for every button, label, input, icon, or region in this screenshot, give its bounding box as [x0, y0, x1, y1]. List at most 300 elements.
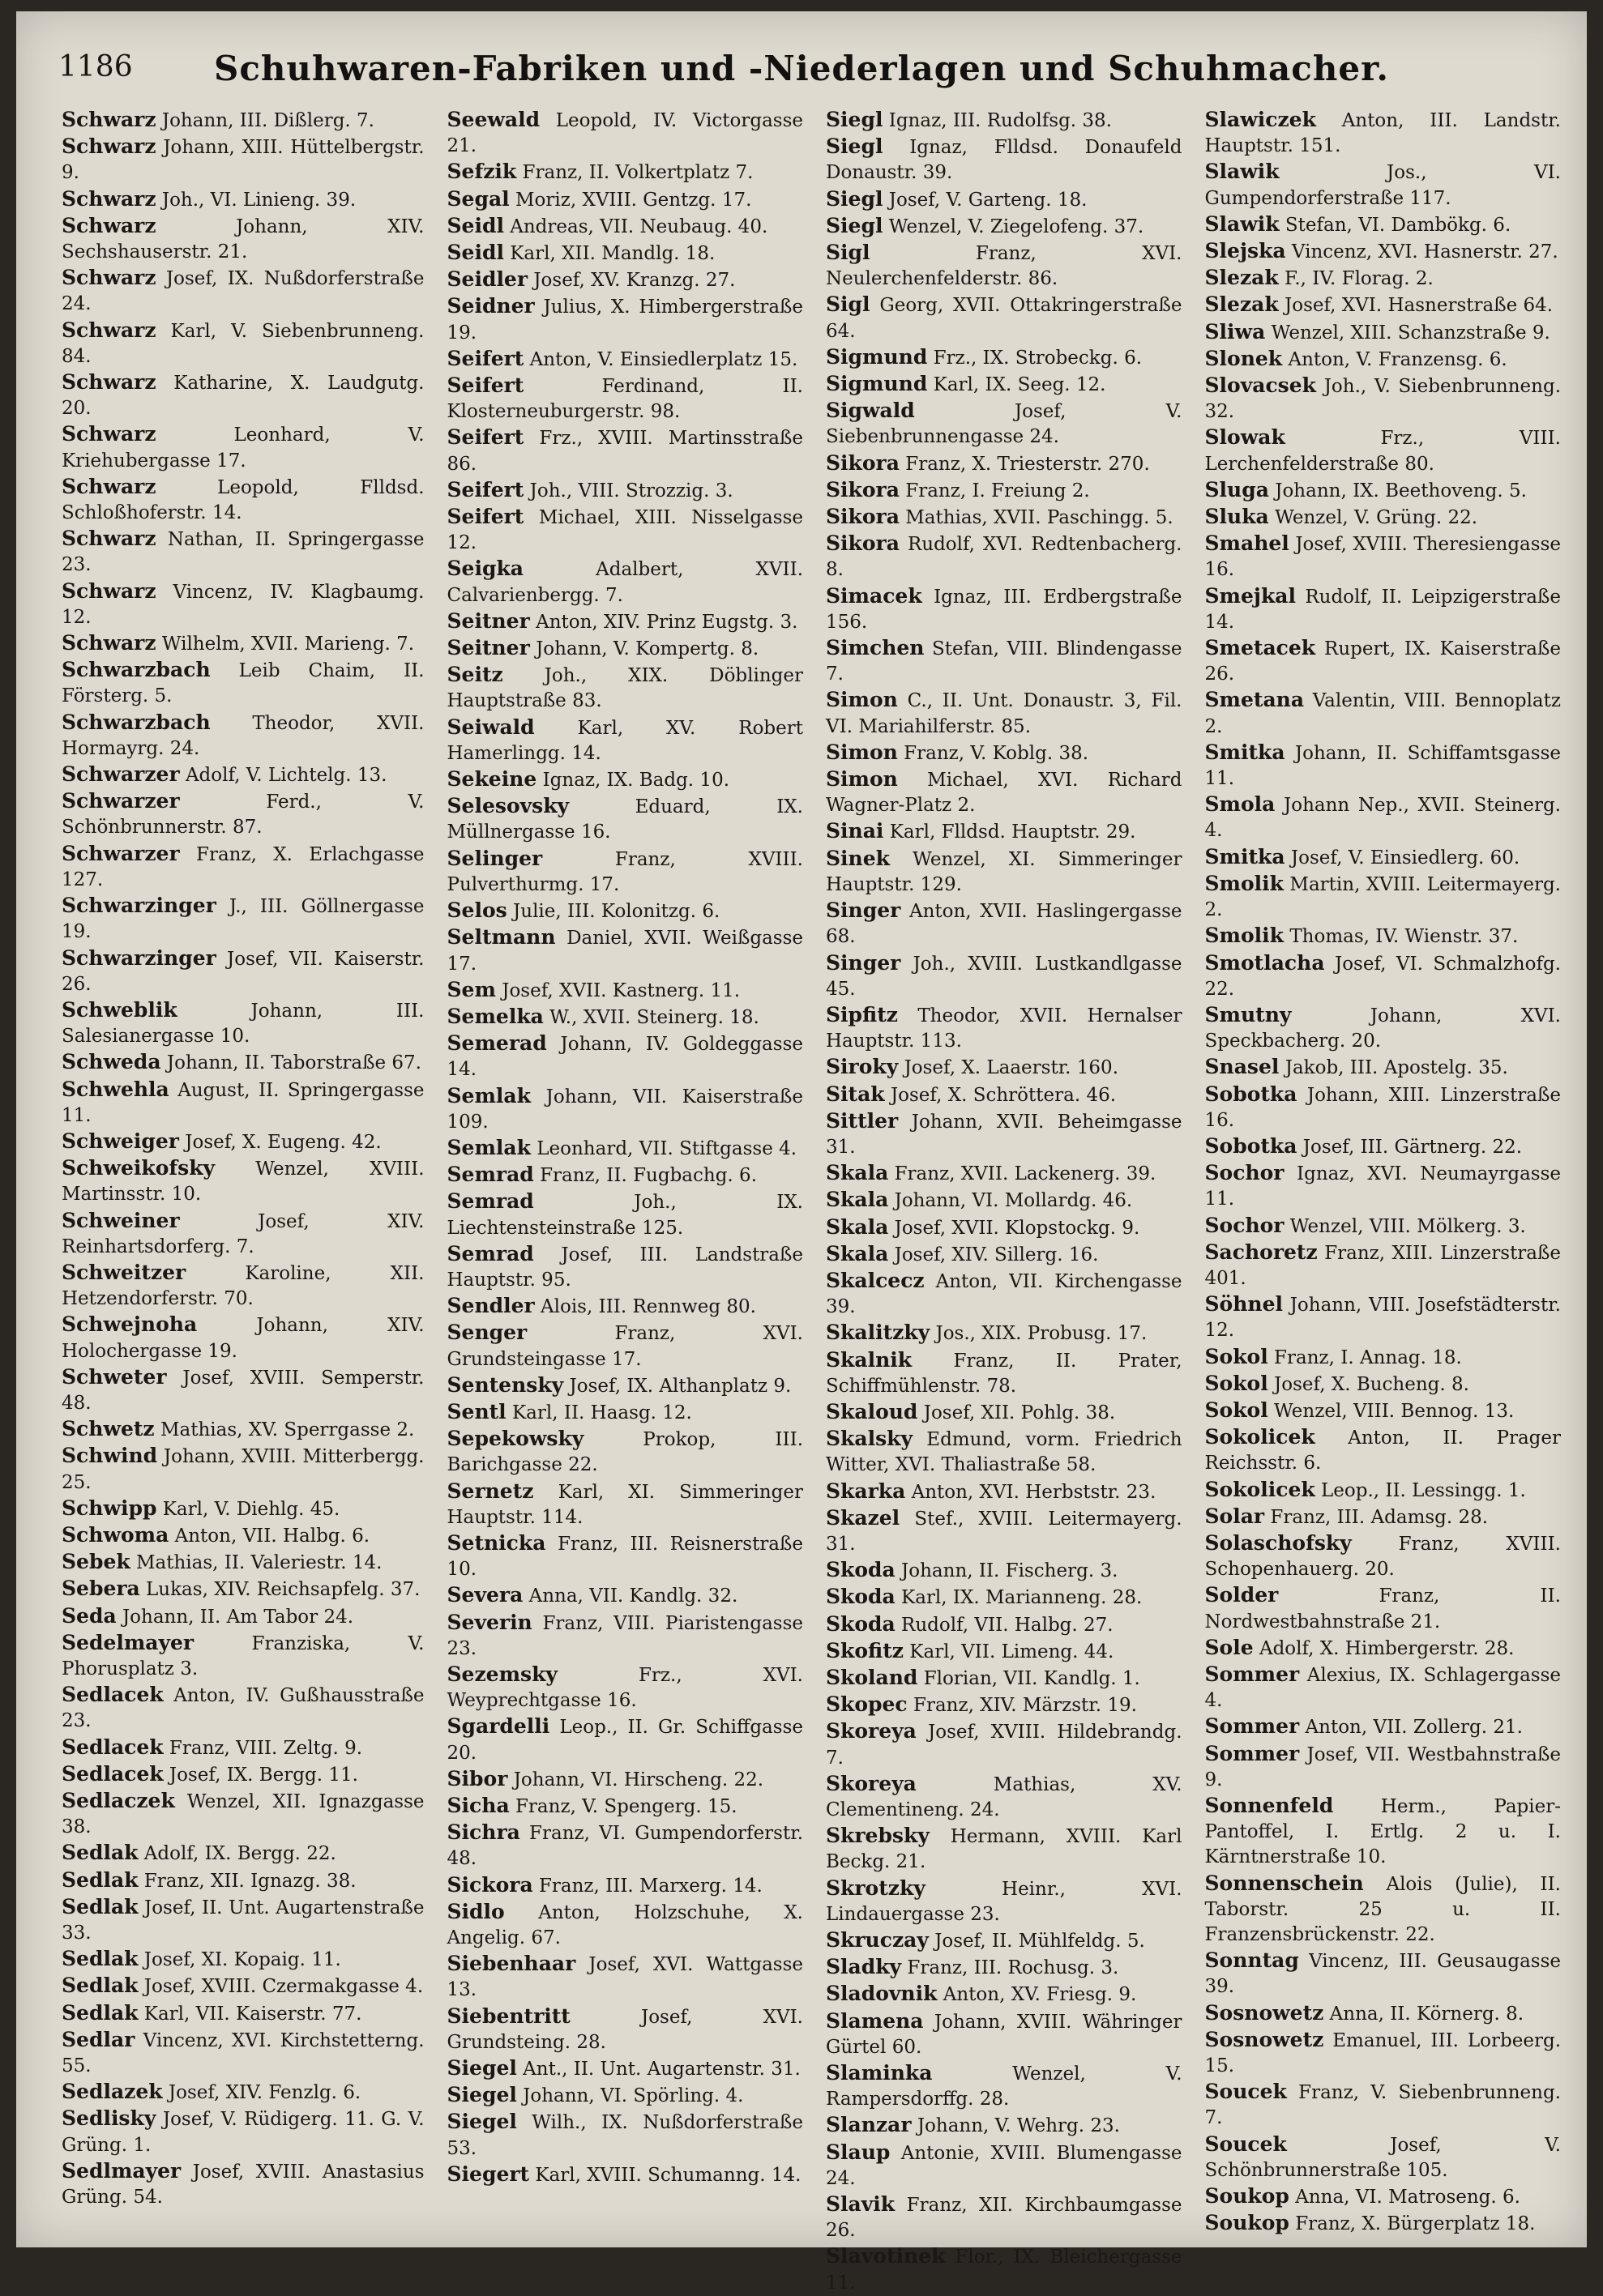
entry-name: Seifert: [447, 346, 524, 370]
entry-details: Mathias, XV. Sperrgasse 2.: [160, 1419, 415, 1441]
directory-entry: [1205, 1662, 1562, 1713]
entry-name: Siegl: [826, 186, 883, 211]
entry-name: Schwejnoha: [62, 1312, 198, 1337]
entry-name: Solder: [1204, 1583, 1279, 1607]
directory-entry: [826, 950, 1182, 1002]
entry-name: Skala: [826, 1188, 889, 1212]
directory-entry: [1205, 1948, 1562, 1999]
entry-name: Smotlacha: [1204, 950, 1325, 975]
entry-details: Alois, III. Rennweg 80.: [541, 1296, 756, 1318]
directory-entry: [447, 1399, 804, 1426]
entry-name: Siegel: [447, 2056, 517, 2080]
entry-name: Sonntag: [1204, 1948, 1299, 1973]
directory-entry: [826, 398, 1182, 450]
entry-name: Simon: [826, 740, 898, 764]
entry-details: Franz, XIV. Märzstr. 19.: [913, 1695, 1137, 1717]
entry-details: Lukas, XIV. Reichsapfelg. 37.: [146, 1579, 421, 1601]
entry-name: Sedlisky: [62, 2106, 156, 2131]
entry-details: Anton, II. Prager Reichsstr. 6.: [1204, 1428, 1561, 1474]
directory-entry: [62, 134, 425, 186]
directory-entry: [1205, 1371, 1562, 1398]
entry-details: Ferdinand, II. Klosterneuburgerstr. 98.: [447, 376, 803, 423]
directory-entry: [447, 1766, 804, 1793]
entry-name: Seitner: [447, 608, 530, 633]
entry-details: Franz, III. Marxerg. 14.: [538, 1875, 763, 1897]
entry-details: Wilhelm, XVII. Marieng. 7.: [161, 634, 415, 655]
entry-name: Selesovsky: [447, 794, 570, 818]
entry-details: Johann, VI. Spörling. 4.: [523, 2085, 744, 2107]
entry-name: Severa: [447, 1583, 524, 1607]
entry-details: Karl, XV. Robert Hamerlingg. 14.: [447, 717, 803, 764]
entry-details: Josef, V. Rüdigerg. 11. G. V. Grüng. 1.: [62, 2109, 425, 2156]
entry-name: Semlak: [447, 1135, 531, 1159]
entry-name: Sebera: [62, 1577, 140, 1601]
entry-details: Johann, XVII. Beheimgasse 31.: [826, 1111, 1182, 1158]
entry-details: C., II. Unt. Donaustr. 3, Fil. VI. Mariahilferstr. 85.: [826, 690, 1182, 737]
entry-details: Florian, VII. Kandlg. 1.: [923, 1667, 1140, 1689]
entry-details: Karl, V. Siebenbrunneng. 84.: [62, 320, 425, 367]
entry-details: Franz, XVIII. Schopenhauerg. 20.: [1204, 1533, 1561, 1581]
entry-name: Seidner: [447, 294, 535, 318]
directory-entry: [447, 1820, 804, 1871]
directory-entry: [447, 1372, 804, 1399]
entry-details: Franz, XVIII. Pulverthurmg. 17.: [447, 848, 803, 895]
entry-name: Skoreya: [826, 1719, 917, 1743]
directory-entry: [447, 425, 804, 476]
entry-name: Siegl: [826, 108, 883, 131]
directory-entry: [826, 2008, 1182, 2060]
directory-entry: [447, 504, 804, 556]
entry-details: Hermann, XVIII. Karl Beckg. 21.: [826, 1826, 1182, 1873]
entry-name: Seewald: [447, 108, 541, 131]
entry-name: Schwarzbach: [62, 710, 211, 734]
entry-name: Schwarzinger: [62, 894, 216, 918]
entry-name: Sigmund: [826, 372, 928, 396]
directory-entry: [826, 1584, 1182, 1611]
entry-name: Severin: [447, 1610, 532, 1634]
entry-details: Johann, II. Fischerg. 3.: [901, 1560, 1118, 1582]
entry-name: Sedlacek: [62, 1683, 164, 1707]
entry-details: Stefan, VI. Dambökg. 6.: [1285, 214, 1511, 236]
entry-details: Johann, IX. Beethoveng. 5.: [1275, 480, 1527, 501]
entry-details: Herm., Papier-Pantoffel, I. Ertlg. 2 u. I. Kärntnerstraße 10.: [1204, 1796, 1561, 1868]
entry-name: Sobotka: [1204, 1082, 1297, 1106]
directory-entry: [447, 1872, 804, 1899]
entry-details: Jos., VI. Gumpendorferstraße 117.: [1204, 162, 1561, 209]
entry-details: Franz, X. Erlachgasse 127.: [62, 843, 425, 890]
directory-entry: [826, 2060, 1182, 2112]
entry-name: Sikora: [826, 505, 900, 529]
directory-entry: [826, 1876, 1182, 1927]
entry-name: Skarka: [826, 1479, 906, 1503]
directory-entry: [826, 1320, 1182, 1346]
directory-entry: [826, 1665, 1182, 1692]
entry-details: Josef, X. Eugeng. 42.: [185, 1131, 382, 1153]
entry-details: Josef, II. Unt. Augartenstraße 33.: [62, 1897, 425, 1944]
entry-name: Slaminka: [826, 2061, 933, 2085]
entry-name: Skaloud: [826, 1399, 918, 1423]
entry-name: Singer: [826, 950, 901, 975]
entry-details: Franz, V. Siebenbrunneng. 7.: [1204, 2082, 1561, 2129]
entry-name: Sokol: [1204, 1398, 1268, 1422]
directory-entry: [826, 583, 1182, 635]
entry-details: Valentin, VIII. Bennoplatz 2.: [1204, 690, 1561, 737]
directory-entry: [1205, 477, 1562, 504]
entry-details: Johann, IV. Goldeggasse 14.: [447, 1034, 803, 1081]
entry-name: Sochor: [1204, 1213, 1285, 1237]
entry-details: Johann, XVI. Speckbacherg. 20.: [1204, 1005, 1561, 1052]
entry-name: Slawik: [1204, 160, 1280, 184]
directory-entry: [447, 346, 804, 373]
entry-details: Wenzel, VIII. Mölkerg. 3.: [1289, 1215, 1526, 1237]
directory-entry: [1205, 1344, 1562, 1371]
directory-entry: [826, 504, 1182, 531]
entry-name: Schwarz: [62, 134, 156, 159]
directory-entry: [62, 1443, 425, 1495]
directory-entry: [447, 1951, 804, 2003]
directory-entry: [447, 477, 804, 504]
entry-details: Martin, XVIII. Leitermayerg. 2.: [1204, 873, 1561, 921]
entry-details: Franz, XVII. Lackenerg. 39.: [894, 1163, 1156, 1185]
entry-details: Frz., IX. Strobeckg. 6.: [933, 347, 1143, 369]
entry-name: Schwarz: [62, 527, 156, 551]
directory-entry: [826, 1347, 1182, 1399]
entry-name: Seifert: [447, 425, 524, 450]
entry-name: Siegl: [826, 134, 883, 159]
entry-details: Josef, XVIII. Semperstr. 48.: [62, 1367, 425, 1414]
entry-name: Schwehla: [62, 1077, 169, 1101]
entry-details: Adolf, V. Lichtelg. 13.: [185, 765, 387, 787]
directory-entry: [1205, 346, 1562, 373]
entry-name: Siegel: [447, 2110, 517, 2134]
directory-entry: [826, 846, 1182, 898]
entry-details: Josef, V. Siebenbrunnengasse 24.: [826, 401, 1182, 448]
entry-details: Franz, V. Koblg. 38.: [904, 742, 1089, 764]
entry-details: Joh., VI. Linieng. 39.: [161, 189, 357, 211]
directory-entry: [447, 1713, 804, 1765]
directory-entry: [447, 1135, 804, 1162]
directory-entry: [62, 265, 425, 317]
entry-name: Skopec: [826, 1692, 908, 1717]
directory-entry: [62, 1049, 425, 1076]
directory-entry: [1205, 2079, 1562, 2131]
entry-name: Sedlmayer: [62, 2158, 182, 2183]
entry-details: Josef, III. Gärtnerg. 22.: [1302, 1136, 1523, 1158]
directory-entry: [62, 578, 425, 630]
directory-entry: [826, 740, 1182, 766]
entry-name: Semrad: [447, 1163, 534, 1187]
entry-details: Jos., XIX. Probusg. 17.: [935, 1323, 1148, 1345]
entry-details: Theodor, XVII. Hernalser Hauptstr. 113.: [826, 1005, 1182, 1052]
entry-details: Wenzel, V. Grüng. 22.: [1275, 507, 1478, 529]
entry-name: Siegel: [447, 2083, 517, 2107]
entry-name: Seda: [62, 1603, 117, 1628]
entry-name: Smitka: [1204, 844, 1285, 868]
entry-name: Schweiner: [62, 1208, 180, 1232]
directory-entry: [1205, 1082, 1562, 1133]
entry-details: Wilh., IX. Nußdorferstraße 53.: [447, 2112, 803, 2159]
entry-name: Smola: [1204, 792, 1276, 817]
entry-details: Anton, III. Landstr. Hauptstr. 151.: [1204, 110, 1561, 157]
entry-details: Julius, X. Himbergerstraße 19.: [447, 297, 803, 344]
entry-details: August, II. Springergasse 11.: [62, 1079, 425, 1126]
entry-details: Eduard, IX. Müllnergasse 16.: [447, 796, 803, 843]
directory-entry: [826, 898, 1182, 950]
entry-name: Sibor: [447, 1766, 508, 1790]
directory-entry: [62, 318, 425, 369]
entry-name: Slovacsek: [1204, 373, 1316, 398]
entry-details: Joh., XIX. Döblinger Hauptstraße 83.: [447, 665, 804, 712]
entry-name: Seitz: [447, 663, 503, 687]
entry-details: Andreas, VII. Neubaug. 40.: [510, 216, 768, 237]
entry-details: Rudolf, XVI. Redtenbacherg. 8.: [826, 534, 1182, 581]
entry-details: Josef, VII. Westbahnstraße 9.: [1204, 1743, 1561, 1790]
directory-entry: [62, 1761, 425, 1788]
entry-details: Franz, XII. Kirchbaumgasse 26.: [826, 2195, 1182, 2242]
entry-name: Schweblik: [62, 997, 177, 1022]
entry-name: Selinger: [447, 846, 543, 870]
directory-entry: [447, 977, 804, 1004]
entry-name: Siroky: [826, 1055, 899, 1079]
entry-details: Johann, II. Schiffamtsgasse 11.: [1204, 742, 1561, 790]
directory-entry: [447, 2162, 804, 2188]
entry-name: Skoreya: [826, 1771, 917, 1795]
entry-name: Skalnik: [826, 1347, 913, 1372]
entry-name: Skala: [826, 1214, 889, 1239]
entry-name: Siegert: [447, 2162, 530, 2186]
directory-entry: [447, 186, 804, 213]
entry-name: Sommer: [1204, 1662, 1300, 1686]
entry-details: Emanuel, III. Lorbeerg. 15.: [1204, 2029, 1562, 2077]
entry-name: Schwarzer: [62, 789, 180, 813]
entry-details: Daniel, XVII. Weißgasse 17.: [447, 928, 804, 975]
entry-details: Karl, IX. Seeg. 12.: [933, 374, 1106, 396]
entry-details: Johann, III. Dißlerg. 7.: [161, 110, 374, 131]
directory-entry: [826, 450, 1182, 477]
entry-details: Anton, Holzschuhe, X. Angelig. 67.: [447, 1901, 803, 1949]
directory-entry: [62, 474, 425, 526]
entry-details: Anna, II. Körnerg. 8.: [1329, 2003, 1524, 2025]
entry-details: Franz, V. Spengerg. 15.: [515, 1796, 737, 1817]
column-3: [819, 107, 1199, 2294]
directory-entry: [826, 1505, 1182, 1557]
entry-name: Slowak: [1204, 425, 1285, 450]
directory-entry: [447, 793, 804, 845]
entry-details: Franz, III. Reisnerstraße 10.: [447, 1533, 803, 1581]
entry-name: Sipfitz: [826, 1002, 898, 1026]
entry-details: Franz, I. Freiung 2.: [905, 480, 1090, 501]
entry-details: Wenzel, V. Rampersdorffg. 28.: [826, 2063, 1182, 2110]
page-header: Schuhwaren-Fabriken und -Niederlagen und Schuhmacher.: [213, 49, 1389, 88]
entry-name: Sedlacek: [62, 1735, 164, 1759]
entry-name: Setnicka: [447, 1530, 546, 1555]
entry-name: Sokol: [1204, 1344, 1268, 1368]
entry-details: Wenzel, XII. Ignazgasse 38.: [62, 1791, 425, 1838]
entry-name: Sichra: [447, 1820, 520, 1845]
entry-details: J., III. Göllnergasse 19.: [62, 896, 425, 943]
directory-entry: [447, 608, 804, 635]
entry-name: Sigl: [826, 241, 870, 265]
column-1: [62, 107, 441, 2230]
entry-name: Siebentritt: [447, 2004, 571, 2028]
entry-name: Sokolicek: [1204, 1477, 1315, 1501]
directory-entry: [826, 1823, 1182, 1875]
directory-entry: [1205, 1741, 1562, 1793]
entry-details: Vincenz, III. Geusaugasse 39.: [1204, 1951, 1562, 1998]
directory-entry: [1205, 583, 1562, 635]
entry-name: Schweter: [62, 1364, 167, 1389]
entry-name: Sedlak: [62, 1867, 139, 1892]
entry-name: Simchen: [826, 636, 925, 660]
directory-entry: [1205, 950, 1562, 1002]
directory-entry: [62, 1735, 425, 1761]
entry-details: Vincenz, XVI. Kirchstetterng. 55.: [62, 2029, 425, 2077]
directory-entry: [447, 1241, 804, 1293]
directory-entry: [1205, 1240, 1562, 1291]
entry-name: Skalitzky: [826, 1321, 930, 1345]
entry-details: Johann, XIV. Holochergasse 19.: [62, 1315, 425, 1362]
directory-entry: [826, 1426, 1182, 1478]
entry-name: Seidl: [447, 213, 504, 237]
directory-entry: [447, 1293, 804, 1320]
directory-entry: [447, 766, 804, 793]
directory-entry: [1205, 740, 1562, 792]
entry-details: Joh., VIII. Strozzig. 3.: [529, 480, 733, 501]
directory-entry: [826, 2140, 1182, 2191]
directory-entry: [826, 1479, 1182, 1505]
entry-name: Simacek: [826, 583, 922, 608]
entry-name: Skoda: [826, 1585, 896, 1609]
directory-entry: [447, 846, 804, 898]
entry-details: Franz, VI. Gumpendorferstr. 48.: [447, 1823, 803, 1870]
entry-name: Sachoretz: [1204, 1240, 1318, 1264]
entry-name: Skruczay: [826, 1928, 929, 1952]
entry-name: Smahel: [1204, 531, 1289, 556]
entry-name: Skoda: [826, 1558, 896, 1582]
directory-entry: [1205, 2000, 1562, 2027]
directory-entry: [447, 1530, 804, 1582]
directory-entry: [447, 213, 804, 240]
entry-name: Schwarz: [62, 108, 156, 131]
entry-name: Sentl: [447, 1399, 507, 1423]
entry-details: Josef, XI. Kopaig. 11.: [143, 1949, 341, 1971]
entry-details: Thomas, IV. Wienstr. 37.: [1289, 926, 1519, 948]
directory-entry: [62, 1576, 425, 1603]
directory-entry: [826, 1954, 1182, 1981]
entry-details: Frz., VIII. Lerchenfelderstraße 80.: [1204, 428, 1561, 475]
entry-details: Anton, XV. Friesg. 9.: [943, 1984, 1137, 2006]
entry-name: Slezak: [1204, 266, 1279, 290]
directory-entry: [62, 841, 425, 893]
entry-details: Joh., XVIII. Lustkandlgasse 45.: [826, 953, 1182, 1000]
directory-entry: [826, 1108, 1182, 1160]
directory-entry: [1205, 265, 1562, 292]
entry-details: Josef, XVIII. Czermakgasse 4.: [143, 1976, 424, 1998]
directory-entry: [447, 635, 804, 662]
directory-entry: [826, 2191, 1182, 2243]
entry-name: Slonek: [1204, 346, 1283, 370]
entry-name: Slawiczek: [1204, 108, 1316, 131]
entry-details: Franz, II. Volkertplatz 7.: [522, 162, 754, 184]
entry-details: Karl, VII. Kaiserstr. 77.: [143, 2003, 362, 2025]
entry-name: Singer: [826, 898, 901, 923]
entry-name: Sepekowsky: [447, 1427, 584, 1451]
entry-details: Katharine, X. Laudgutg. 20.: [62, 373, 425, 420]
entry-details: Ignaz, III. Rudolfsg. 38.: [888, 110, 1112, 131]
directory-entry: [62, 2027, 425, 2079]
directory-entry: [447, 373, 804, 425]
entry-name: Sluka: [1204, 505, 1269, 529]
entry-details: Josef, V. Einsiedlerg. 60.: [1290, 847, 1520, 868]
entry-details: Johann, VII. Kaiserstraße 109.: [447, 1086, 803, 1133]
entry-details: Michael, XVI. Richard Wagner-Platz 2.: [826, 770, 1182, 817]
directory-entry: [62, 1973, 425, 1999]
entry-details: Vincenz, IV. Klagbaumg. 12.: [62, 581, 425, 628]
entry-details: Josef, XIV. Sillerg. 16.: [894, 1244, 1099, 1265]
entry-name: Solar: [1204, 1504, 1265, 1528]
directory-entry: [62, 2000, 425, 2027]
directory-entry: [62, 526, 425, 578]
entry-name: Skalsky: [826, 1427, 913, 1451]
entry-details: Josef, X. Bucheng. 8.: [1274, 1373, 1469, 1395]
directory-entry: [62, 369, 425, 421]
entry-name: Sedlak: [62, 1974, 139, 1998]
entry-name: Sedelmayer: [62, 1630, 194, 1654]
entry-details: Franz, II. Prater, Schiffmühlenstr. 78.: [826, 1350, 1182, 1397]
entry-details: Alois (Julie), II. Taborstr. 25 u. II. Franzensbrückenstr. 22.: [1204, 1873, 1561, 1946]
entry-details: Anton, XVI. Herbststr. 23.: [911, 1481, 1156, 1503]
entry-details: Ferd., V. Schönbrunnerstr. 87.: [62, 792, 425, 839]
entry-name: Sole: [1204, 1635, 1254, 1659]
directory-entry: [1205, 373, 1562, 425]
entry-details: Anton, VII. Halbg. 6.: [174, 1525, 370, 1547]
entry-details: Franz, III. Rochusg. 3.: [907, 1957, 1119, 1979]
entry-name: Sigl: [826, 292, 870, 317]
entry-details: Theodor, XVII. Hormayrg. 24.: [62, 712, 425, 759]
directory-entry: [62, 893, 425, 945]
entry-details: Franz, XIII. Linzerstraße 401.: [1204, 1242, 1561, 1289]
entry-name: Senger: [447, 1321, 528, 1345]
entry-details: Anton, XIV. Prinz Eugstg. 3.: [536, 611, 798, 633]
directory-entry: [62, 421, 425, 473]
entry-details: Moriz, XVIII. Gentzg. 17.: [515, 189, 752, 211]
entry-name: Sokolicek: [1204, 1425, 1315, 1449]
directory-entry: [447, 2055, 804, 2082]
directory-entry: [447, 159, 804, 186]
entry-details: Joh., IX. Liechtensteinstraße 125.: [447, 1192, 803, 1239]
entry-details: Josef, XVI. Hasnerstraße 64.: [1285, 295, 1554, 317]
entry-name: Sernetz: [447, 1479, 534, 1503]
entry-details: Franz, VIII. Zeltg. 9.: [169, 1737, 363, 1759]
entry-name: Schwarz: [62, 578, 156, 603]
entry-details: Karl, IX. Marianneng. 28.: [901, 1587, 1143, 1609]
entry-name: Sedlazek: [62, 2080, 163, 2104]
entry-details: Michael, XIII. Nisselgasse 12.: [447, 507, 803, 554]
directory-entry: [447, 1582, 804, 1609]
directory-entry: [447, 240, 804, 267]
entry-details: Franz, XVI. Neulerchenfelderstr. 86.: [826, 243, 1182, 290]
entry-name: Sonnenschein: [1204, 1871, 1364, 1895]
entry-name: Soukop: [1204, 2211, 1289, 2235]
entry-details: Josef, III. Landstraße Hauptstr. 95.: [447, 1244, 803, 1291]
entry-details: Josef, IX. Althanplatz 9.: [569, 1375, 792, 1397]
entry-name: Sobotka: [1204, 1133, 1297, 1158]
entry-details: Johann, XIII. Hüttelbergstr. 9.: [62, 137, 425, 184]
entry-name: Sitak: [826, 1082, 885, 1106]
directory-entry: [447, 1189, 804, 1240]
entry-details: Franz, VIII. Piaristengasse 23.: [447, 1612, 803, 1659]
entry-name: Sommer: [1204, 1714, 1300, 1739]
